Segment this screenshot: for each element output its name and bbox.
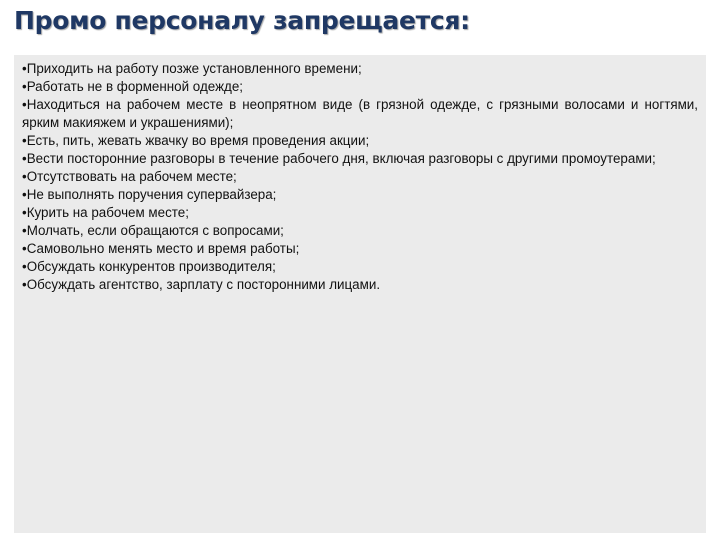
rule-item-eating-drinking: •Есть, пить, жевать жвачку во время проведения акции; <box>22 133 370 148</box>
rule-item-absence: •Отсутствовать на рабочем месте; <box>22 169 237 184</box>
slide-title: Промо персоналу запрещается: <box>14 6 470 35</box>
rule-item-competitors: •Обсуждать конкурентов производителя; <box>22 259 276 274</box>
rule-item-uniform: •Работать не в форменной одежде; <box>22 79 244 94</box>
rule-item-late-arrival: •Приходить на работу позже установленного времени; <box>22 61 362 76</box>
rule-item-untidy-appearance: •Находиться на рабочем месте в неопрятном виде (в грязной одежде, с грязными волосами и ногтями, ярким макияжем и украшениями); <box>22 97 698 130</box>
rule-item-agency-salary: •Обсуждать агентство, зарплату с посторонними лицами. <box>22 277 381 292</box>
rule-item-supervisor-orders: •Не выполнять поручения супервайзера; <box>22 187 277 202</box>
rule-item-silence: •Молчать, если обращаются с вопросами; <box>22 223 284 238</box>
rule-item-change-schedule: •Самовольно менять место и время работы; <box>22 241 300 256</box>
rules-panel <box>14 55 706 533</box>
rules-list <box>22 60 698 294</box>
rule-item-smoking: •Курить на рабочем месте; <box>22 205 189 220</box>
rule-item-side-conversations: •Вести посторонние разговоры в течение рабочего дня, включая разговоры с другими промоутерами; <box>22 151 656 166</box>
